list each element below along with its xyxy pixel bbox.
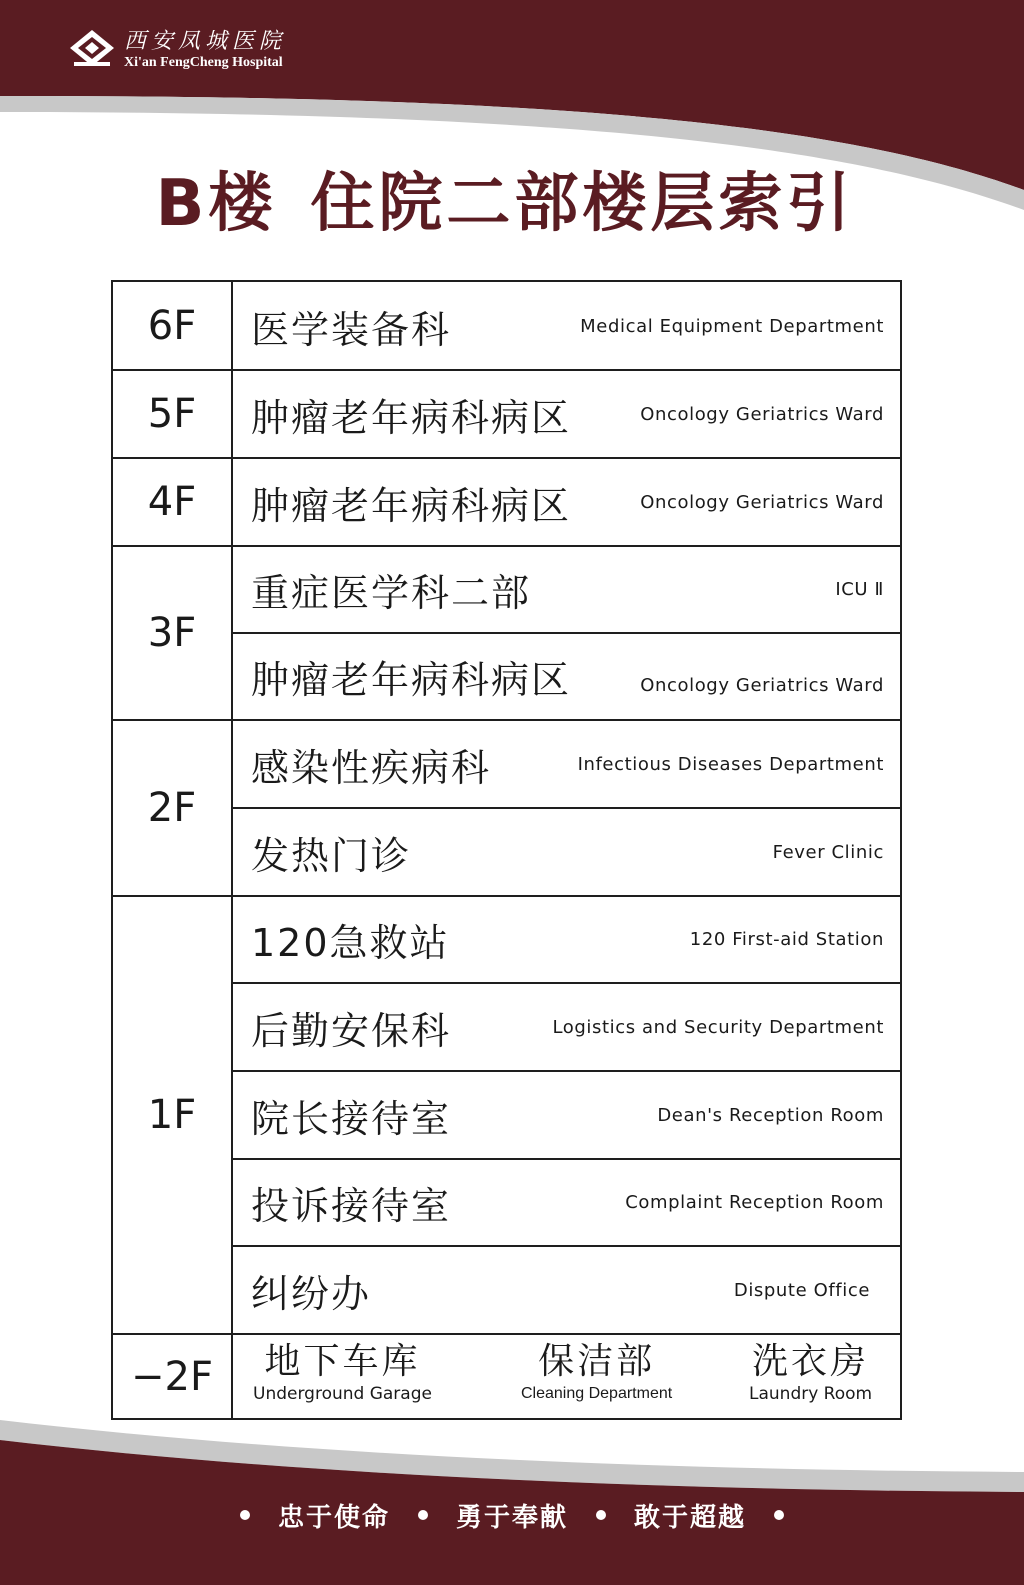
department-name-en: Infectious Diseases Department [577, 753, 884, 775]
bullet-icon [240, 1510, 250, 1520]
basement-row [233, 1334, 900, 1420]
floor-label-1f: 1F [113, 896, 233, 1334]
basement-item [521, 1340, 672, 1404]
department-name-cn: 感染性疾病科 [251, 745, 492, 790]
hospital-emblem-icon [68, 28, 116, 72]
basement-item-en: Laundry Room [749, 1384, 873, 1404]
hospital-logo [68, 28, 286, 72]
department-name-cn: 发热门诊 [251, 833, 412, 878]
department-name-en: 120 First-aid Station [689, 929, 884, 950]
department-row [233, 1159, 900, 1246]
floor-label-6f: 6F [113, 282, 233, 370]
department-row [233, 458, 900, 546]
floor-label-4f: 4F [113, 458, 233, 546]
department-row [233, 1246, 900, 1334]
department-name-cn: 重症医学科二部 [251, 571, 532, 615]
floor-label-2f: 2F [113, 720, 233, 896]
department-name-cn: 肿瘤老年病科病区 [251, 658, 572, 702]
bullet-icon [596, 1510, 606, 1520]
department-row [233, 370, 900, 458]
department-name-cn: 院长接待室 [251, 1096, 452, 1141]
hospital-name-cn: 西安凤城医院 [124, 29, 287, 54]
department-name-en: Medical Equipment Department [580, 315, 884, 337]
basement-item-cn: 保洁部 [538, 1341, 656, 1382]
bullet-icon [418, 1510, 428, 1520]
department-name-en: Dean's Reception Room [657, 1104, 884, 1126]
department-name-cn: 120急救站 [251, 921, 450, 965]
department-name-cn: 后勤安保科 [251, 1008, 452, 1053]
hospital-name-en: Xi'an FengCheng Hospital [124, 55, 283, 70]
slogan: 勇于奉献 [455, 1502, 568, 1533]
footer-slogans [0, 1495, 1024, 1535]
department-name-cn: 投诉接待室 [251, 1184, 452, 1228]
department-name-en: Complaint Reception Room [625, 1192, 884, 1213]
department-row [233, 546, 900, 633]
department-row [233, 808, 900, 896]
department-row [233, 282, 900, 370]
basement-item-en: Cleaning Department [521, 1385, 673, 1402]
department-name-en: Logistics and Security Department [552, 1016, 884, 1038]
department-name-cn: 肿瘤老年病科病区 [251, 483, 572, 528]
department-name-en: Dispute Office [733, 1279, 870, 1301]
slogan: 敢于超越 [634, 1502, 747, 1533]
department-name-en: Oncology Geriatrics Ward [640, 675, 884, 696]
department-row [233, 896, 900, 983]
slogan: 忠于使命 [277, 1502, 390, 1533]
floor-label-b2: −2F [113, 1334, 233, 1420]
basement-item [749, 1340, 872, 1404]
department-name-en: ICU Ⅱ [835, 579, 884, 600]
department-row [233, 1071, 900, 1159]
department-name-en: Oncology Geriatrics Ward [640, 403, 884, 425]
basement-item [253, 1340, 432, 1404]
department-name-cn: 医学装备科 [251, 307, 452, 352]
page-title [0, 160, 1010, 248]
department-row [233, 983, 900, 1071]
department-name-cn: 肿瘤老年病科病区 [251, 395, 572, 440]
floor-label-5f: 5F [113, 370, 233, 458]
basement-item-en: Underground Garage [253, 1384, 432, 1404]
floor-label-3f: 3F [113, 546, 233, 720]
floor-index-table [111, 280, 902, 1420]
basement-item-cn: 洗衣房 [752, 1341, 870, 1382]
bullet-icon [774, 1510, 784, 1520]
department-row [233, 720, 900, 808]
department-name-cn: 纠纷办 [251, 1271, 372, 1316]
department-name-en: Fever Clinic [772, 841, 884, 863]
title-text: 住院二部楼层索引 [310, 167, 855, 241]
department-name-en: Oncology Geriatrics Ward [640, 491, 884, 513]
basement-item-cn: 地下车库 [264, 1341, 421, 1382]
department-row [233, 633, 900, 720]
building-label: B楼 [155, 167, 277, 241]
